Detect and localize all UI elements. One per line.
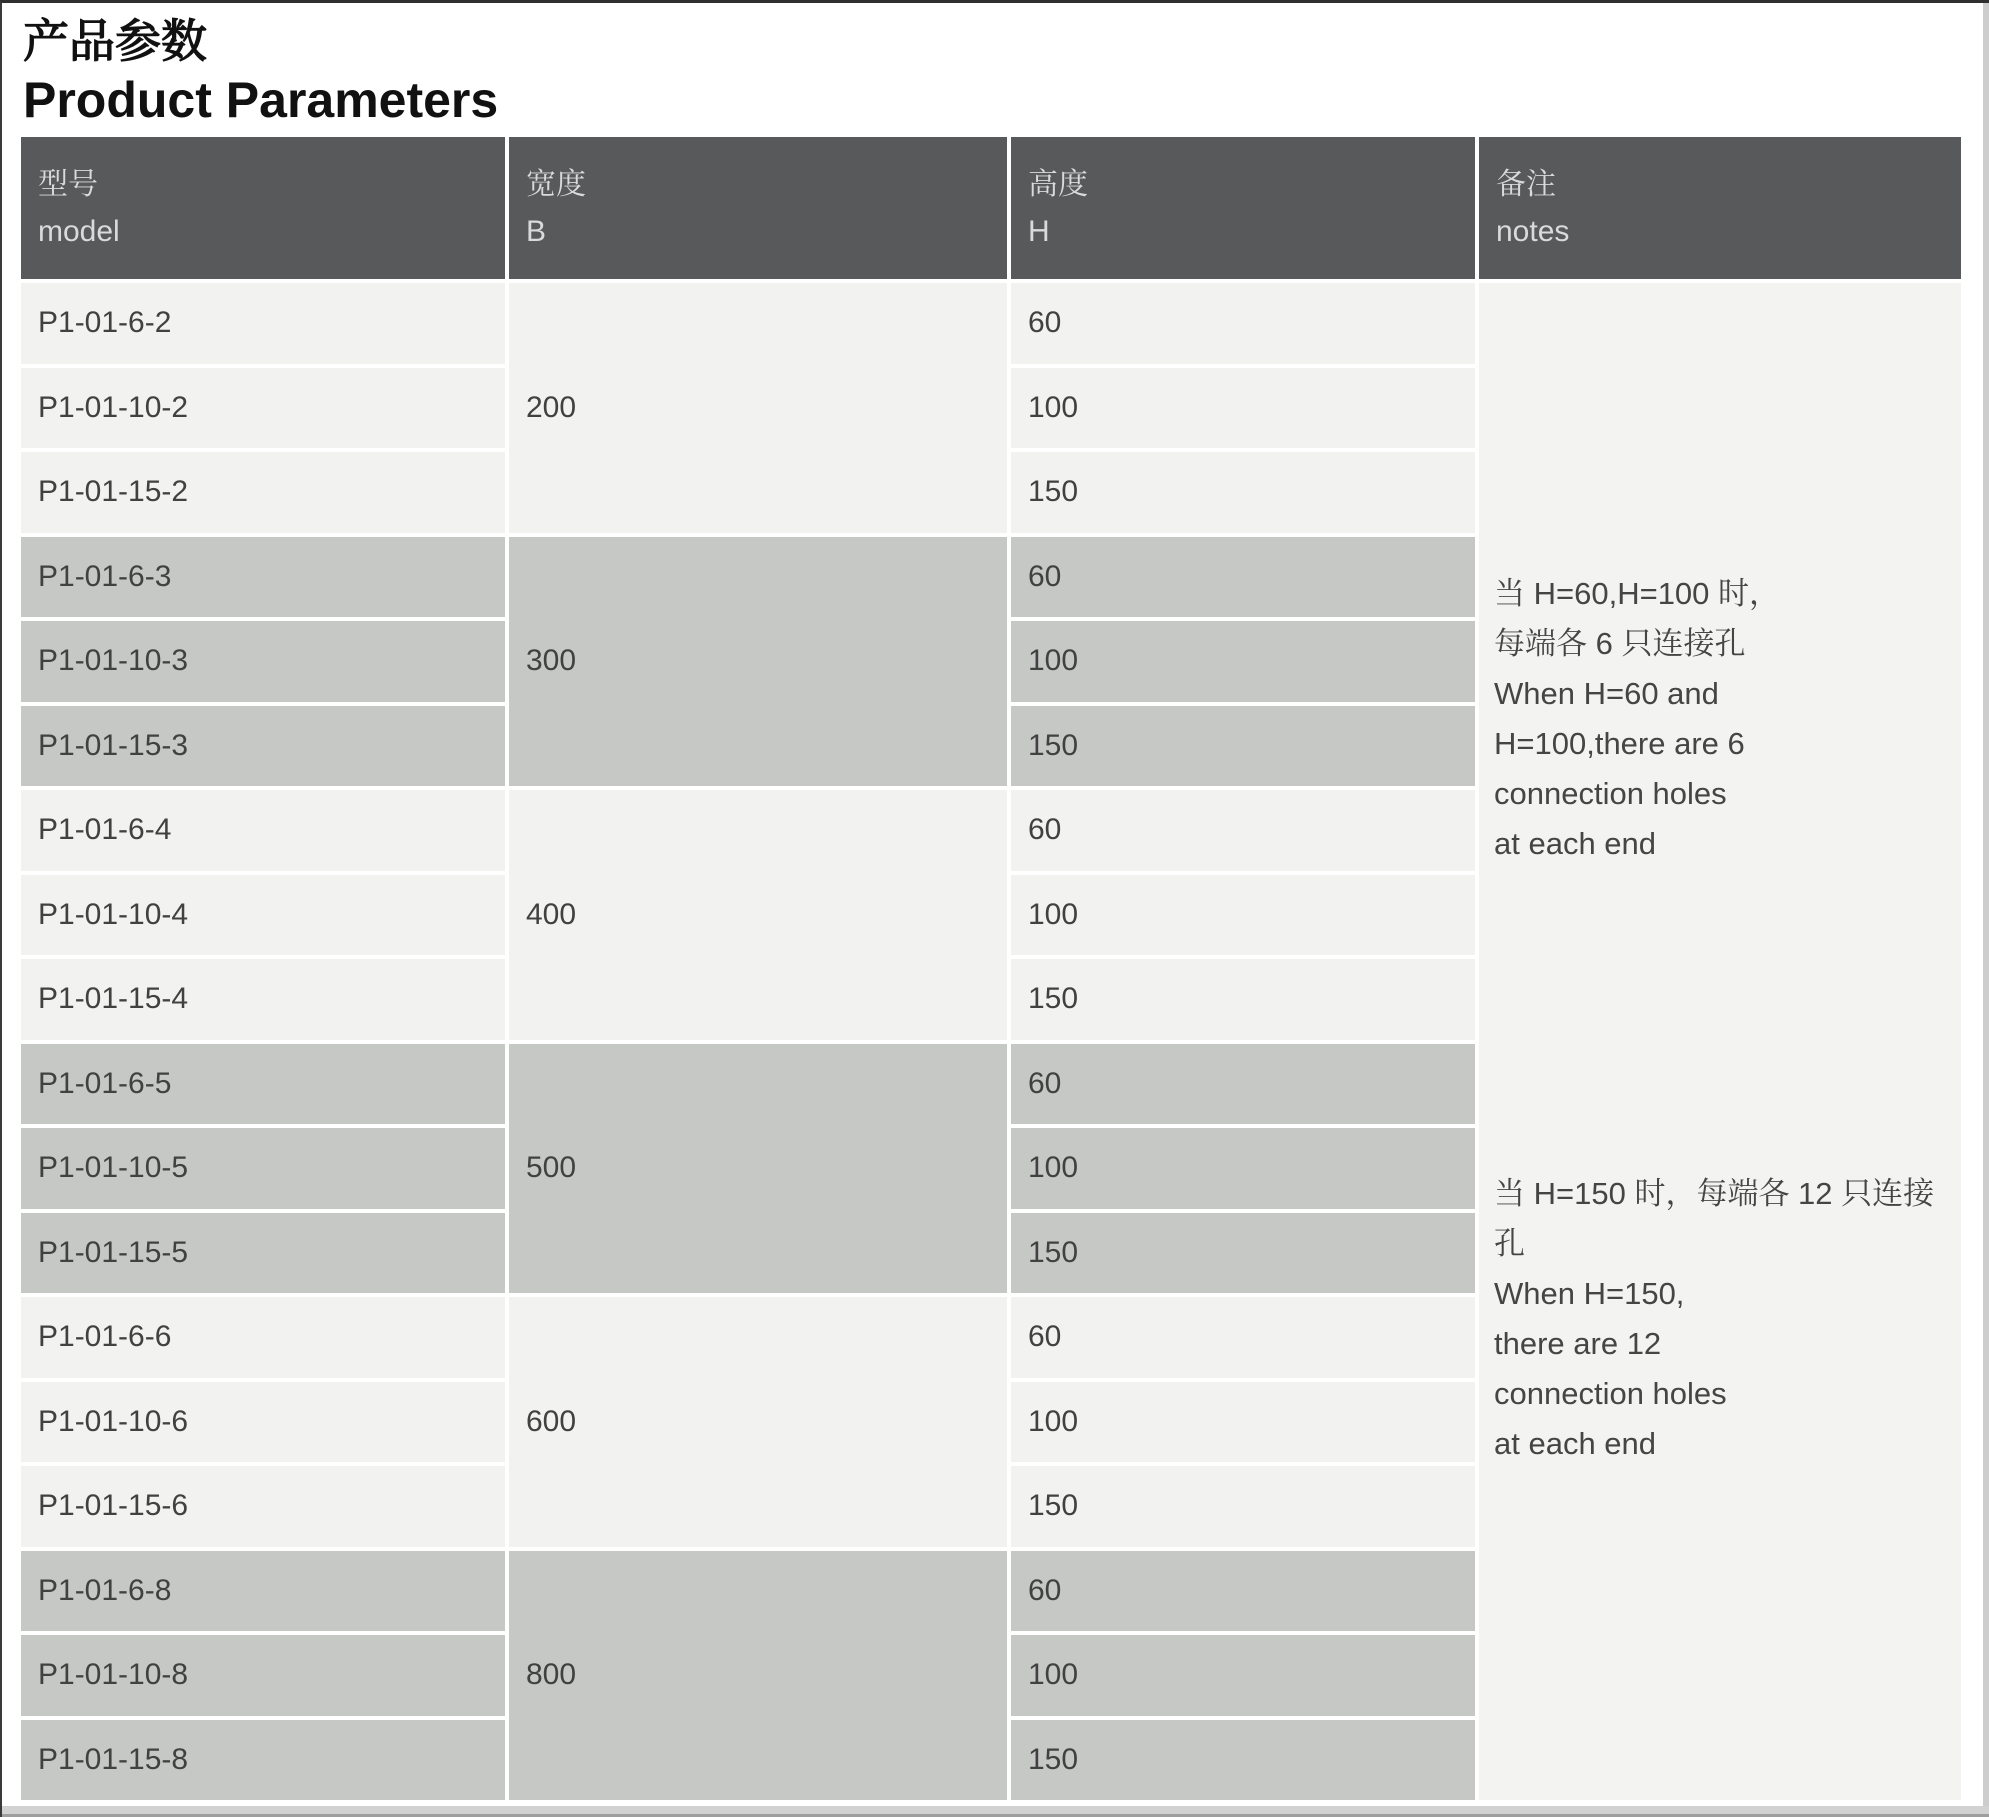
model-cell: P1-01-15-8: [21, 1720, 505, 1801]
width-cell: 400: [509, 790, 1007, 1040]
height-cell: 150: [1011, 706, 1475, 787]
notes-line: at each end: [1494, 1426, 1657, 1461]
height-cell: 100: [1011, 875, 1475, 956]
header-height-en: H: [1028, 215, 1050, 248]
header-notes-en: notes: [1496, 215, 1570, 248]
model-cell: P1-01-6-6: [21, 1297, 505, 1378]
model-cell: P1-01-10-8: [21, 1635, 505, 1716]
page-title-zh: 产品参数: [23, 15, 207, 67]
model-cell: P1-01-6-4: [21, 790, 505, 871]
height-cell: 60: [1011, 283, 1475, 364]
height-cell: 60: [1011, 1297, 1475, 1378]
height-cell: 150: [1011, 1720, 1475, 1801]
model-cell: P1-01-6-3: [21, 537, 505, 618]
height-cell: 60: [1011, 1551, 1475, 1632]
notes-block-h60-h100: [1494, 569, 1951, 869]
header-width-zh: 宽度: [526, 168, 586, 201]
header-cell-height: [1011, 137, 1475, 279]
height-cell: 150: [1011, 959, 1475, 1040]
height-cell: 100: [1011, 1128, 1475, 1209]
height-cell: 150: [1011, 1466, 1475, 1547]
model-cell: P1-01-10-3: [21, 621, 505, 702]
page-title: [2, 3, 1989, 129]
width-cell: 600: [509, 1297, 1007, 1547]
notes-line: H=100,there are 6: [1494, 726, 1745, 761]
page-title-en: Product Parameters: [23, 72, 499, 128]
parameters-table: [21, 137, 1964, 1800]
notes-line: connection holes: [1494, 1376, 1727, 1411]
model-cell: P1-01-15-2: [21, 452, 505, 533]
header-width-en: B: [526, 215, 547, 248]
notes-line: 每端各 6 只连接孔: [1494, 626, 1746, 661]
height-cell: 100: [1011, 368, 1475, 449]
width-cell: 200: [509, 283, 1007, 533]
notes-block-h150: [1494, 1169, 1951, 1469]
width-cell: 300: [509, 537, 1007, 787]
page-right-edge: [1983, 3, 1989, 1817]
model-cell: P1-01-15-4: [21, 959, 505, 1040]
notes-line: at each end: [1494, 826, 1657, 861]
width-cell: 500: [509, 1044, 1007, 1294]
notes-line: connection holes: [1494, 776, 1727, 811]
height-cell: 60: [1011, 1044, 1475, 1125]
height-cell: 100: [1011, 1382, 1475, 1463]
header-cell-model: [21, 137, 505, 279]
model-cell: P1-01-15-6: [21, 1466, 505, 1547]
model-cell: P1-01-15-5: [21, 1213, 505, 1294]
notes-line: 当 H=150 时，每端各 12 只连接孔: [1494, 1176, 1935, 1261]
height-cell: 100: [1011, 621, 1475, 702]
header-model-zh: 型号: [38, 168, 98, 201]
notes-line: there are 12: [1494, 1326, 1662, 1361]
model-cell: P1-01-6-8: [21, 1551, 505, 1632]
height-cell: 100: [1011, 1635, 1475, 1716]
header-height-zh: 高度: [1028, 168, 1088, 201]
header-model-en: model: [38, 215, 120, 248]
notes-cell: [1479, 283, 1961, 1800]
header-cell-notes: [1479, 137, 1961, 279]
model-cell: P1-01-6-5: [21, 1044, 505, 1125]
header-cell-width: [509, 137, 1007, 279]
height-cell: 60: [1011, 790, 1475, 871]
height-cell: 60: [1011, 537, 1475, 618]
notes-line: 当 H=60,H=100 时，: [1494, 576, 1781, 611]
model-cell: P1-01-10-6: [21, 1382, 505, 1463]
model-cell: P1-01-10-4: [21, 875, 505, 956]
model-cell: P1-01-10-2: [21, 368, 505, 449]
notes-line: When H=150,: [1494, 1276, 1685, 1311]
page-bottom-edge: [2, 1806, 1989, 1817]
model-cell: P1-01-6-2: [21, 283, 505, 364]
width-cell: 800: [509, 1551, 1007, 1801]
header-notes-zh: 备注: [1496, 168, 1556, 201]
height-cell: 150: [1011, 452, 1475, 533]
height-cell: 150: [1011, 1213, 1475, 1294]
model-cell: P1-01-10-5: [21, 1128, 505, 1209]
model-cell: P1-01-15-3: [21, 706, 505, 787]
notes-line: When H=60 and: [1494, 676, 1719, 711]
